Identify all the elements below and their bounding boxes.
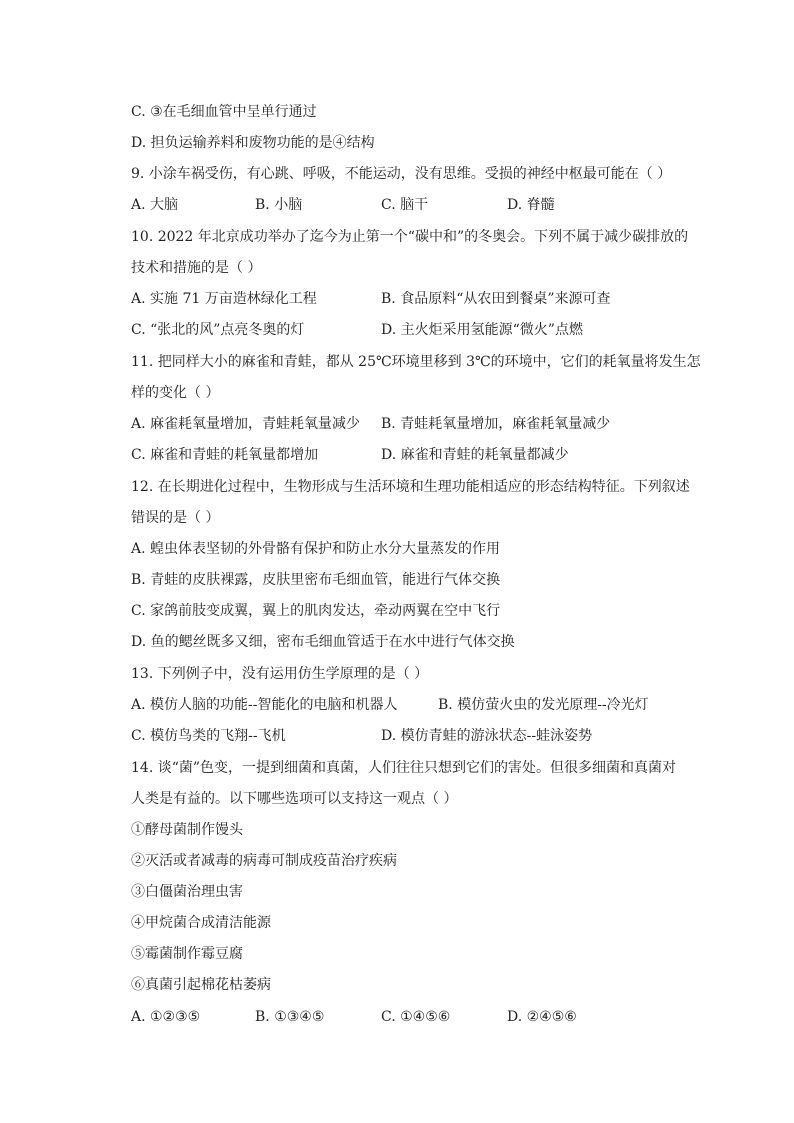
q14-option-b: B. ①③④⑤: [255, 1009, 325, 1025]
q12-stem-line2: 错误的是（ ）: [131, 510, 220, 526]
q8-option-d: D. 担负运输养料和废物功能的是④结构: [131, 135, 375, 151]
q12-option-d: D. 鱼的鳃丝既多又细，密布毛细血管适于在水中进行气体交换: [131, 634, 515, 650]
q14-item-1: ①酵母菌制作馒头: [131, 822, 243, 838]
q10-option-a: A. 实施 71 万亩造林绿化工程: [131, 291, 317, 307]
q11-stem-line2: 样的变化（ ）: [131, 385, 220, 401]
q14-option-d: D. ②④⑤⑥: [507, 1009, 577, 1025]
q14-item-2: ②灭活或者减毒的病毒可制成疫苗治疗疾病: [131, 853, 397, 869]
q9-option-d: D. 脊髓: [507, 197, 555, 213]
q14-item-3: ③白僵菌治理虫害: [131, 884, 243, 900]
q14-item-4: ④甲烷菌合成清洁能源: [131, 915, 271, 931]
q12-option-b: B. 青蛙的皮肤裸露，皮肤里密布毛细血管，能进行气体交换: [131, 572, 501, 588]
q8-option-c: C. ③在毛细血管中呈单行通过: [131, 104, 317, 120]
q14-option-c: C. ①④⑤⑥: [381, 1009, 451, 1025]
q14-stem-line1: 14. 谈“菌”色变，一提到细菌和真菌，人们往往只想到它们的害处。但很多细菌和真菌对: [131, 760, 677, 776]
q12-option-a: A. 蝗虫体表坚韧的外骨骼有保护和防止水分大量蒸发的作用: [131, 541, 501, 557]
q10-stem-line1: 10. 2022 年北京成功举办了迄今为止第一个“碳中和”的冬奥会。下列不属于减少碳排放的: [131, 229, 689, 245]
q12-stem-line1: 12. 在长期进化过程中，生物形成与生活环境和生理功能相适应的形态结构特征。下列叙述: [131, 479, 690, 495]
q14-item-6: ⑥真菌引起棉花枯萎病: [131, 977, 271, 993]
q14-option-a: A. ①②③⑤: [131, 1009, 201, 1025]
q13-stem: 13. 下列例子中，没有运用仿生学原理的是（ ）: [131, 666, 429, 682]
q11-option-b: B. 青蛙耗氧量增加，麻雀耗氧量减少: [381, 416, 611, 432]
q9-option-b: B. 小脑: [255, 197, 303, 213]
q11-stem-line1: 11. 把同样大小的麻雀和青蛙，都从 25℃环境里移到 3℃的环境中，它们的耗氧量将发生怎: [131, 354, 701, 370]
q9-stem: 9. 小涂车祸受伤，有心跳、呼吸，不能运动，没有思维。受损的神经中枢最可能在（ ）: [131, 166, 672, 182]
q11-option-a: A. 麻雀耗氧量增加，青蛙耗氧量减少: [131, 416, 361, 432]
q9-option-c: C. 脑干: [381, 197, 429, 213]
q13-option-d: D. 模仿青蛙的游泳状态--蛙泳姿势: [381, 728, 593, 744]
q10-option-c: C. “张北的风”点亮冬奥的灯: [131, 322, 305, 338]
q11-option-c: C. 麻雀和青蛙的耗氧量都增加: [131, 447, 319, 463]
q10-option-b: B. 食品原料“从农田到餐桌”来源可查: [381, 291, 611, 307]
q13-option-b: B. 模仿萤火虫的发光原理--冷光灯: [438, 697, 649, 713]
q14-stem-line2: 人类是有益的。以下哪些选项可以支持这一观点（ ）: [131, 791, 458, 807]
q14-item-5: ⑤霉菌制作霉豆腐: [131, 946, 243, 962]
q13-option-a: A. 模仿人脑的功能--智能化的电脑和机器人: [131, 697, 398, 713]
q10-option-d: D. 主火炬采用氢能源“微火”点燃: [381, 322, 583, 338]
q13-option-c: C. 模仿鸟类的飞翔--飞机: [131, 728, 286, 744]
q11-option-d: D. 麻雀和青蛙的耗氧量都减少: [381, 447, 569, 463]
q9-option-a: A. 大脑: [131, 197, 179, 213]
q12-option-c: C. 家鸽前肢变成翼，翼上的肌肉发达，牵动两翼在空中飞行: [131, 603, 501, 619]
q10-stem-line2: 技术和措施的是（ ）: [131, 260, 262, 276]
